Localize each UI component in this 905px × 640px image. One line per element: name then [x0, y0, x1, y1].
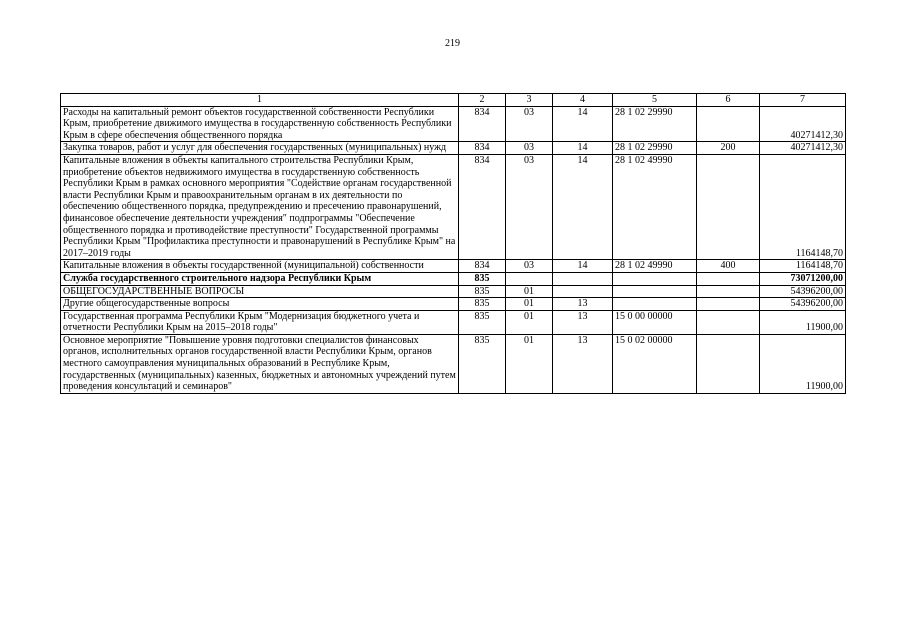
expense-name-cell: Капитальные вложения в объекты государственной (муниципальной) собственности [61, 260, 459, 273]
amount-cell: 11900,00 [760, 334, 846, 393]
amount-cell: 11900,00 [760, 310, 846, 334]
subsection-code-cell: 14 [553, 260, 613, 273]
grbs-code-cell: 835 [459, 285, 506, 298]
amount-cell: 54396200,00 [760, 285, 846, 298]
header-cell-col7: 7 [760, 94, 846, 107]
grbs-code-cell: 834 [459, 154, 506, 259]
expense-type-cell [697, 310, 760, 334]
expense-type-cell [697, 334, 760, 393]
grbs-code-cell: 834 [459, 106, 506, 142]
header-cell-col3: 3 [506, 94, 553, 107]
expense-name-cell: Государственная программа Республики Крым "Модернизация бюджетного учета и отчетности Республики Крым на 2015–2018 годы" [61, 310, 459, 334]
table-body [61, 94, 846, 394]
grbs-code-cell: 835 [459, 334, 506, 393]
amount-cell: 40271412,30 [760, 106, 846, 142]
page-number: 219 [445, 38, 460, 49]
section-code-cell: 01 [506, 310, 553, 334]
target-article-cell: 28 1 02 29990 [613, 106, 697, 142]
expense-type-cell: 200 [697, 142, 760, 155]
expense-name-cell: Служба государственного строительного надзора Республики Крым [61, 272, 459, 285]
expense-name-cell: Капитальные вложения в объекты капитального строительства Республики Крым, приобретение объектов недвижимого имущества в государственную собственность Республики Крым в рамках основного мероприятия "Содействие органам государственной власти Республики Крым и правоохранительным органам в их деятельности по обеспечению общественного порядка, предупреждению и пресечению правонарушений, финансовое обеспечение деятельности учреждения" подпрограммы "Обеспечение общественного порядка и противодействие преступности" Государственной программы Республики Крым "Профилактика преступности и правонарушений в Республике Крым" на 2017–2019 годы [61, 154, 459, 259]
expense-name-cell: Закупка товаров, работ и услуг для обеспечения государственных (муниципальных) нужд [61, 142, 459, 155]
table-row [61, 285, 846, 298]
grbs-code-cell: 834 [459, 260, 506, 273]
expense-type-cell [697, 298, 760, 311]
budget-table [60, 93, 846, 394]
amount-cell: 1164148,70 [760, 260, 846, 273]
section-code-cell: 03 [506, 154, 553, 259]
amount-cell: 73071200,00 [760, 272, 846, 285]
table-row [61, 272, 846, 285]
target-article-cell [613, 285, 697, 298]
expense-name-cell: Расходы на капитальный ремонт объектов государственной собственности Республики Крым, приобретение движимого имущества в государственную собственность Республики Крым в сфере обеспечения общественного порядка [61, 106, 459, 142]
expense-name-cell: ОБЩЕГОСУДАРСТВЕННЫЕ ВОПРОСЫ [61, 285, 459, 298]
expense-type-cell [697, 106, 760, 142]
target-article-cell [613, 272, 697, 285]
target-article-cell [613, 298, 697, 311]
table-row [61, 298, 846, 311]
header-cell-col6: 6 [697, 94, 760, 107]
table-row [61, 310, 846, 334]
subsection-code-cell [553, 272, 613, 285]
section-code-cell: 03 [506, 106, 553, 142]
target-article-cell: 15 0 00 00000 [613, 310, 697, 334]
target-article-cell: 15 0 02 00000 [613, 334, 697, 393]
grbs-code-cell: 835 [459, 310, 506, 334]
subsection-code-cell: 14 [553, 142, 613, 155]
subsection-code-cell: 14 [553, 106, 613, 142]
expense-type-cell [697, 272, 760, 285]
section-code-cell: 01 [506, 298, 553, 311]
header-cell-col4: 4 [553, 94, 613, 107]
subsection-code-cell: 13 [553, 298, 613, 311]
header-cell-col2: 2 [459, 94, 506, 107]
expense-type-cell [697, 285, 760, 298]
amount-cell: 40271412,30 [760, 142, 846, 155]
grbs-code-cell: 835 [459, 272, 506, 285]
expense-type-cell: 400 [697, 260, 760, 273]
expense-type-cell [697, 154, 760, 259]
table-header-row [61, 94, 846, 107]
subsection-code-cell: 14 [553, 154, 613, 259]
expense-name-cell: Другие общегосударственные вопросы [61, 298, 459, 311]
header-cell-col1: 1 [61, 94, 459, 107]
subsection-code-cell [553, 285, 613, 298]
table-row [61, 142, 846, 155]
amount-cell: 1164148,70 [760, 154, 846, 259]
section-code-cell: 03 [506, 142, 553, 155]
section-code-cell: 03 [506, 260, 553, 273]
header-cell-col5: 5 [613, 94, 697, 107]
table-row [61, 106, 846, 142]
table-row [61, 334, 846, 393]
target-article-cell: 28 1 02 49990 [613, 154, 697, 259]
grbs-code-cell: 834 [459, 142, 506, 155]
table-row [61, 260, 846, 273]
table-row [61, 154, 846, 259]
subsection-code-cell: 13 [553, 334, 613, 393]
amount-cell: 54396200,00 [760, 298, 846, 311]
target-article-cell: 28 1 02 29990 [613, 142, 697, 155]
section-code-cell: 01 [506, 334, 553, 393]
expense-name-cell: Основное мероприятие "Повышение уровня подготовки специалистов финансовых органов, исполнительных органов государственной власти Республики Крым, органов местного самоуправления муниципальных образований в Республике Крым, государственных (муниципальных) казенных, бюджетных и автономных учреждений путем проведения консультаций и семинаров" [61, 334, 459, 393]
target-article-cell: 28 1 02 49990 [613, 260, 697, 273]
section-code-cell: 01 [506, 285, 553, 298]
grbs-code-cell: 835 [459, 298, 506, 311]
subsection-code-cell: 13 [553, 310, 613, 334]
section-code-cell [506, 272, 553, 285]
